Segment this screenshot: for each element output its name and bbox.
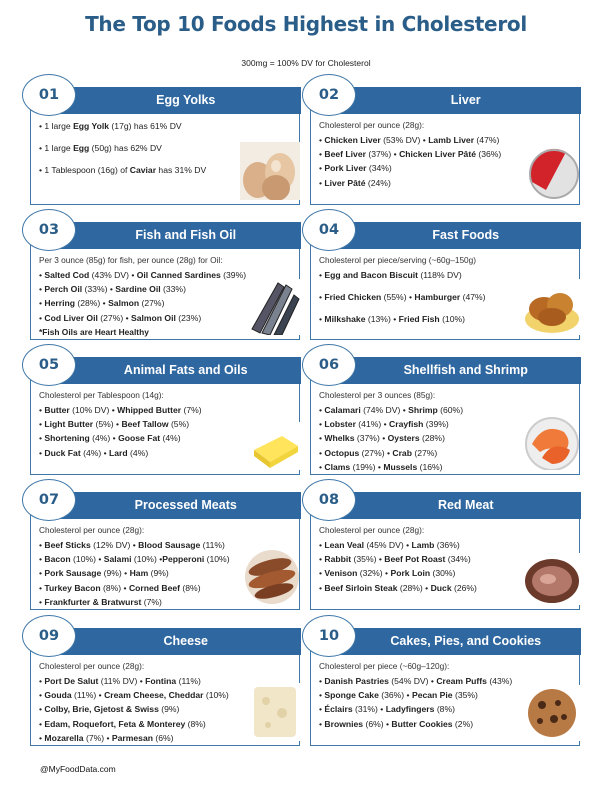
cookie-image bbox=[524, 685, 580, 746]
food-name: Pecan Pie bbox=[411, 690, 453, 701]
food-name: Fried Fish bbox=[398, 314, 440, 325]
food-card-09 bbox=[30, 628, 300, 746]
food-detail: • bbox=[319, 314, 325, 325]
food-name: Cream Cheese, Cheddar bbox=[104, 690, 204, 701]
food-card-01 bbox=[30, 87, 300, 205]
food-card-02 bbox=[310, 87, 580, 205]
food-name: Crab bbox=[392, 447, 412, 458]
food-detail: • bbox=[39, 582, 45, 593]
food-detail: (43%) bbox=[486, 676, 513, 686]
food-card-08 bbox=[310, 492, 580, 610]
food-detail: (37%) • bbox=[365, 149, 400, 160]
food-name: Parmesan bbox=[111, 732, 153, 743]
food-name: Port De Salut bbox=[44, 676, 99, 686]
food-name: Frankfurter & Bratwurst bbox=[44, 596, 142, 607]
food-name: Lamb bbox=[411, 540, 435, 550]
food-detail: (24%) bbox=[365, 177, 391, 188]
cheese-image bbox=[248, 683, 300, 746]
food-name: Turkey Bacon bbox=[44, 582, 101, 593]
food-name: Mussels bbox=[383, 461, 418, 472]
card-header-bar bbox=[321, 87, 581, 114]
food-detail: (9%) bbox=[158, 704, 180, 715]
card-header-bar bbox=[41, 222, 301, 249]
food-card-04 bbox=[310, 222, 580, 340]
food-detail: • bbox=[319, 433, 325, 444]
food-detail: (34%) bbox=[366, 163, 392, 174]
fried-chicken-image bbox=[522, 279, 580, 340]
card-title: Egg Yolks bbox=[156, 92, 216, 107]
food-detail: (10%) bbox=[204, 554, 230, 565]
food-name: Egg and Bacon Biscuit bbox=[324, 270, 418, 280]
page-subtitle: 300mg = 100% DV for Cholesterol bbox=[241, 58, 371, 68]
card-intro: Per 3 ounce (85g) for fish, per ounce (28g) for Oil: bbox=[39, 255, 223, 265]
food-detail: • bbox=[39, 284, 45, 295]
food-detail: (10% DV) • bbox=[69, 405, 118, 415]
food-detail: (10%) • bbox=[131, 554, 163, 565]
food-detail: (35%) bbox=[452, 690, 478, 701]
food-detail: • bbox=[39, 270, 45, 280]
food-detail: (28%) • bbox=[397, 582, 431, 593]
food-name: Octopus bbox=[324, 447, 360, 458]
food-detail: (31%) • bbox=[352, 704, 386, 715]
food-detail: (16%) bbox=[417, 461, 443, 472]
card-header-bar bbox=[41, 492, 301, 519]
food-card-03 bbox=[30, 222, 300, 340]
card-header-bar bbox=[41, 357, 301, 384]
food-detail: (33%) bbox=[160, 284, 186, 295]
food-detail: • bbox=[319, 405, 325, 415]
food-name: Salted Cod bbox=[44, 270, 90, 280]
food-detail: (45% DV) • bbox=[364, 540, 412, 550]
food-detail: (6%) • bbox=[363, 718, 392, 729]
eggs-image bbox=[240, 142, 300, 205]
shrimp-image bbox=[522, 414, 580, 475]
food-detail: • bbox=[319, 270, 325, 280]
food-detail: • bbox=[319, 292, 325, 303]
food-name: Éclairs bbox=[324, 704, 353, 715]
food-name: Duck bbox=[430, 582, 452, 593]
card-title: Fish and Fish Oil bbox=[135, 227, 237, 242]
food-name: Venison bbox=[324, 568, 358, 579]
food-name: Pork Loin bbox=[390, 568, 431, 579]
food-detail: • bbox=[319, 582, 325, 593]
sausages-image bbox=[242, 547, 300, 610]
food-name: Lean Veal bbox=[324, 540, 365, 550]
food-detail: (11%) bbox=[176, 676, 201, 686]
food-detail: (23%) bbox=[175, 312, 202, 323]
card-title: Red Meat bbox=[437, 497, 494, 512]
food-detail: • bbox=[39, 718, 45, 729]
food-name: Danish Pastries bbox=[324, 676, 389, 686]
food-detail: (10%) bbox=[203, 690, 229, 701]
food-detail: • 1 large bbox=[39, 143, 74, 154]
card-number-badge: 05 bbox=[22, 344, 76, 386]
food-name: Clams bbox=[324, 461, 351, 472]
food-detail: • bbox=[319, 540, 325, 550]
card-intro: Cholesterol per 3 ounces (85g): bbox=[319, 390, 436, 400]
food-detail: (8%) bbox=[180, 582, 201, 593]
food-name: Blood Sausage bbox=[138, 540, 201, 550]
food-detail: • bbox=[39, 690, 45, 701]
card-number-badge: 07 bbox=[22, 479, 76, 521]
food-detail: (36%) bbox=[434, 540, 460, 550]
food-detail: (7%) bbox=[141, 596, 162, 607]
food-name: Whelks bbox=[324, 433, 355, 444]
card-number-badge: 04 bbox=[302, 209, 356, 251]
food-detail: (13%) • bbox=[365, 314, 399, 325]
food-detail: has 31% DV bbox=[156, 165, 207, 176]
card-title: Cheese bbox=[163, 633, 208, 648]
food-detail: (54% DV) • bbox=[388, 676, 437, 686]
food-name: Cod Liver Oil bbox=[44, 312, 98, 323]
food-name: Fried Chicken bbox=[324, 292, 382, 303]
food-detail: • bbox=[39, 568, 45, 579]
food-detail: (2%) bbox=[452, 718, 474, 729]
food-detail: • 1 large bbox=[39, 121, 74, 131]
food-detail: • bbox=[319, 419, 325, 430]
food-name: Calamari bbox=[324, 405, 361, 415]
food-detail: (11% DV) • bbox=[98, 676, 146, 686]
food-detail: (4%) • bbox=[80, 447, 110, 458]
food-detail: (10%) • bbox=[70, 554, 104, 565]
food-name: Shrimp bbox=[408, 405, 438, 415]
food-name: Hamburger bbox=[414, 292, 461, 303]
food-detail: (27%) bbox=[411, 447, 438, 458]
card-number-badge: 02 bbox=[302, 74, 356, 116]
food-detail: (19%) • bbox=[350, 461, 384, 472]
food-detail: (27%) bbox=[139, 298, 165, 309]
food-detail: (35%) • bbox=[351, 554, 385, 565]
food-detail: (60%) bbox=[437, 405, 464, 415]
food-name: Beef Sticks bbox=[44, 540, 91, 550]
card-header-bar bbox=[41, 628, 301, 655]
food-name: Beef Pot Roast bbox=[384, 554, 446, 565]
card-header-bar bbox=[321, 222, 581, 249]
food-name: Ham bbox=[129, 568, 149, 579]
food-name: Milkshake bbox=[324, 314, 366, 325]
food-detail: (27%) • bbox=[97, 312, 131, 323]
food-detail: (5%) • bbox=[93, 419, 122, 430]
food-name: Butter bbox=[44, 405, 70, 415]
food-detail: (26%) bbox=[451, 582, 477, 593]
food-name: Pepperoni bbox=[162, 554, 205, 565]
food-detail: (11%) bbox=[200, 540, 225, 550]
food-detail: (10%) bbox=[439, 314, 465, 325]
food-detail: • bbox=[319, 149, 325, 160]
food-detail: (33%) • bbox=[82, 284, 116, 295]
card-header-bar bbox=[321, 357, 581, 384]
food-name: Crayfish bbox=[389, 419, 424, 430]
food-detail: • bbox=[319, 676, 325, 686]
food-name: Beef Liver bbox=[324, 149, 366, 160]
food-detail: • bbox=[319, 177, 325, 188]
food-detail: (4%) • bbox=[89, 433, 119, 444]
food-name: Light Butter bbox=[44, 419, 94, 430]
food-detail: • bbox=[319, 568, 325, 579]
food-detail: (34%) bbox=[445, 554, 471, 565]
food-detail: • bbox=[39, 732, 45, 743]
card-title: Liver bbox=[450, 92, 481, 107]
food-name: Salmon bbox=[108, 298, 140, 309]
food-name: Lard bbox=[109, 447, 128, 458]
card-intro: Cholesterol per ounce (28g): bbox=[319, 525, 425, 535]
card-title: Processed Meats bbox=[134, 497, 237, 512]
food-detail: • bbox=[39, 419, 45, 430]
card-intro: Cholesterol per ounce (28g): bbox=[39, 661, 145, 671]
food-name: Egg bbox=[73, 143, 90, 154]
card-title: Fast Foods bbox=[432, 227, 500, 242]
food-detail: (55%) • bbox=[381, 292, 415, 303]
food-name: Chicken Liver Pâté bbox=[399, 149, 476, 160]
food-name: Sponge Cake bbox=[324, 690, 379, 701]
food-name: Pork Liver bbox=[324, 163, 367, 174]
food-detail: • bbox=[39, 554, 45, 565]
food-name: Butter Cookies bbox=[391, 718, 453, 729]
food-name: Shortening bbox=[44, 433, 90, 444]
card-number-badge: 06 bbox=[302, 344, 356, 386]
butter-image bbox=[248, 422, 300, 475]
food-name: Perch Oil bbox=[44, 284, 83, 295]
food-name: Corned Beef bbox=[128, 582, 181, 593]
food-name: Brownies bbox=[324, 718, 364, 729]
sardines-image bbox=[248, 279, 300, 340]
food-detail: • bbox=[319, 135, 325, 145]
food-detail: (12% DV) • bbox=[90, 540, 139, 550]
food-name: Lamb Liver bbox=[428, 135, 475, 145]
food-detail: • bbox=[39, 596, 45, 607]
food-detail: (47%) bbox=[460, 292, 486, 303]
food-detail: (28%) bbox=[419, 433, 445, 444]
food-detail: (50g) has 62% DV bbox=[89, 143, 162, 154]
food-card-10 bbox=[310, 628, 580, 746]
card-number-badge: 09 bbox=[22, 615, 76, 657]
food-list-item bbox=[39, 119, 295, 133]
food-name: Fontina bbox=[145, 676, 177, 686]
food-detail: • bbox=[39, 447, 45, 458]
food-detail: (4%) bbox=[127, 447, 149, 458]
food-detail: • bbox=[39, 433, 45, 444]
food-detail: (37%) • bbox=[354, 433, 388, 444]
card-number-badge: 01 bbox=[22, 74, 76, 116]
food-detail: (11%) • bbox=[71, 690, 105, 701]
food-detail: (27%) • bbox=[359, 447, 393, 458]
food-list-item bbox=[39, 403, 295, 417]
food-detail: (9%) • bbox=[101, 568, 130, 579]
card-intro: Cholesterol per ounce (28g): bbox=[39, 525, 145, 535]
food-name: Cream Puffs bbox=[436, 676, 487, 686]
steak-image bbox=[522, 553, 580, 610]
food-detail: (7%) • bbox=[83, 732, 112, 743]
card-intro: Cholesterol per piece (~60g–120g): bbox=[319, 661, 450, 671]
food-detail: • bbox=[319, 554, 325, 565]
card-note: *Fish Oils are Heart Healthy bbox=[39, 326, 149, 337]
food-detail: • 1 Tablespoon (16g) of bbox=[39, 165, 130, 176]
food-name: Edam, Roquefort, Feta & Monterey bbox=[44, 718, 186, 729]
food-detail: • bbox=[39, 312, 45, 323]
food-name: Duck Fat bbox=[44, 447, 81, 458]
food-detail: (6%) bbox=[153, 732, 174, 743]
food-name: Salami bbox=[103, 554, 132, 565]
food-detail: • bbox=[39, 676, 45, 686]
food-detail: • bbox=[319, 718, 325, 729]
food-detail: • bbox=[39, 540, 45, 550]
food-name: Herring bbox=[44, 298, 75, 309]
card-intro: Cholesterol per piece/serving (~60g–150g) bbox=[319, 255, 477, 265]
food-detail: • bbox=[39, 298, 45, 309]
food-name: Beef Tallow bbox=[121, 419, 169, 430]
food-name: Bacon bbox=[44, 554, 71, 565]
food-detail: (5%) bbox=[168, 419, 190, 430]
food-detail: (43% DV) • bbox=[89, 270, 137, 280]
food-detail: (7%) bbox=[181, 405, 202, 415]
page-title: The Top 10 Foods Highest in Cholesterol bbox=[85, 12, 527, 36]
food-name: Egg Yolk bbox=[73, 121, 110, 131]
food-detail: • bbox=[319, 447, 325, 458]
food-name: Sardine Oil bbox=[115, 284, 161, 295]
food-detail: (8%) bbox=[434, 704, 455, 715]
card-title: Cakes, Pies, and Cookies bbox=[390, 633, 542, 648]
food-detail: • bbox=[319, 704, 325, 715]
food-detail: • bbox=[319, 163, 325, 174]
food-name: Liver Pâté bbox=[324, 177, 366, 188]
food-detail: (17g) has 61% DV bbox=[109, 121, 182, 131]
food-detail: (9%) bbox=[148, 568, 169, 579]
food-name: Mozarella bbox=[44, 732, 84, 743]
food-detail: (28%) • bbox=[74, 298, 109, 309]
card-header-bar bbox=[321, 492, 581, 519]
food-name: Gouda bbox=[44, 690, 72, 701]
food-card-06 bbox=[310, 357, 580, 475]
food-name: Rabbit bbox=[324, 554, 352, 565]
food-detail: (41%) • bbox=[355, 419, 390, 430]
footer-credit: @MyFoodData.com bbox=[40, 764, 116, 774]
food-name: Whipped Butter bbox=[117, 405, 182, 415]
food-detail: (30%) bbox=[430, 568, 456, 579]
food-card-05 bbox=[30, 357, 300, 475]
food-name: Pork Sausage bbox=[44, 568, 102, 579]
food-name: Goose Fat bbox=[118, 433, 161, 444]
card-title: Animal Fats and Oils bbox=[123, 362, 248, 377]
food-detail: (8%) bbox=[185, 718, 206, 729]
card-header-bar bbox=[321, 628, 581, 655]
food-name: Ladyfingers bbox=[385, 704, 435, 715]
food-name: Oysters bbox=[387, 433, 420, 444]
food-detail: (36%) bbox=[475, 149, 502, 160]
food-detail: (74% DV) • bbox=[360, 405, 409, 415]
food-detail: (36%) • bbox=[378, 690, 412, 701]
food-detail: (47%) bbox=[474, 135, 500, 145]
food-detail: • bbox=[319, 690, 325, 701]
food-name: Caviar bbox=[129, 165, 157, 176]
food-name: Lobster bbox=[324, 419, 356, 430]
card-number-badge: 08 bbox=[302, 479, 356, 521]
card-title: Shellfish and Shrimp bbox=[403, 362, 528, 377]
card-number-badge: 10 bbox=[302, 615, 356, 657]
food-detail: (39%) bbox=[220, 270, 247, 280]
food-name: Oil Canned Sardines bbox=[136, 270, 221, 280]
food-detail: (118% DV) bbox=[418, 270, 462, 280]
food-detail: (53% DV) • bbox=[380, 135, 429, 145]
liver-can-image bbox=[522, 142, 580, 205]
card-intro: Cholesterol per ounce (28g): bbox=[319, 120, 425, 130]
food-detail: (32%) • bbox=[357, 568, 391, 579]
card-header-bar bbox=[41, 87, 301, 114]
food-list-item bbox=[319, 538, 575, 552]
food-detail: • bbox=[39, 704, 45, 715]
food-name: Colby, Brie, Gjetost & Swiss bbox=[44, 704, 159, 715]
food-detail: • bbox=[319, 461, 325, 472]
food-detail: (39%) bbox=[423, 419, 449, 430]
food-detail: (4%) bbox=[160, 433, 181, 444]
food-card-07 bbox=[30, 492, 300, 610]
card-intro: Cholesterol per Tablespoon (14g): bbox=[39, 390, 164, 400]
food-name: Chicken Liver bbox=[324, 135, 381, 145]
food-detail: • bbox=[39, 405, 45, 415]
food-detail: (8%) • bbox=[100, 582, 129, 593]
food-name: Beef Sirloin Steak bbox=[324, 582, 398, 593]
food-name: Salmon Oil bbox=[131, 312, 176, 323]
card-number-badge: 03 bbox=[22, 209, 76, 251]
